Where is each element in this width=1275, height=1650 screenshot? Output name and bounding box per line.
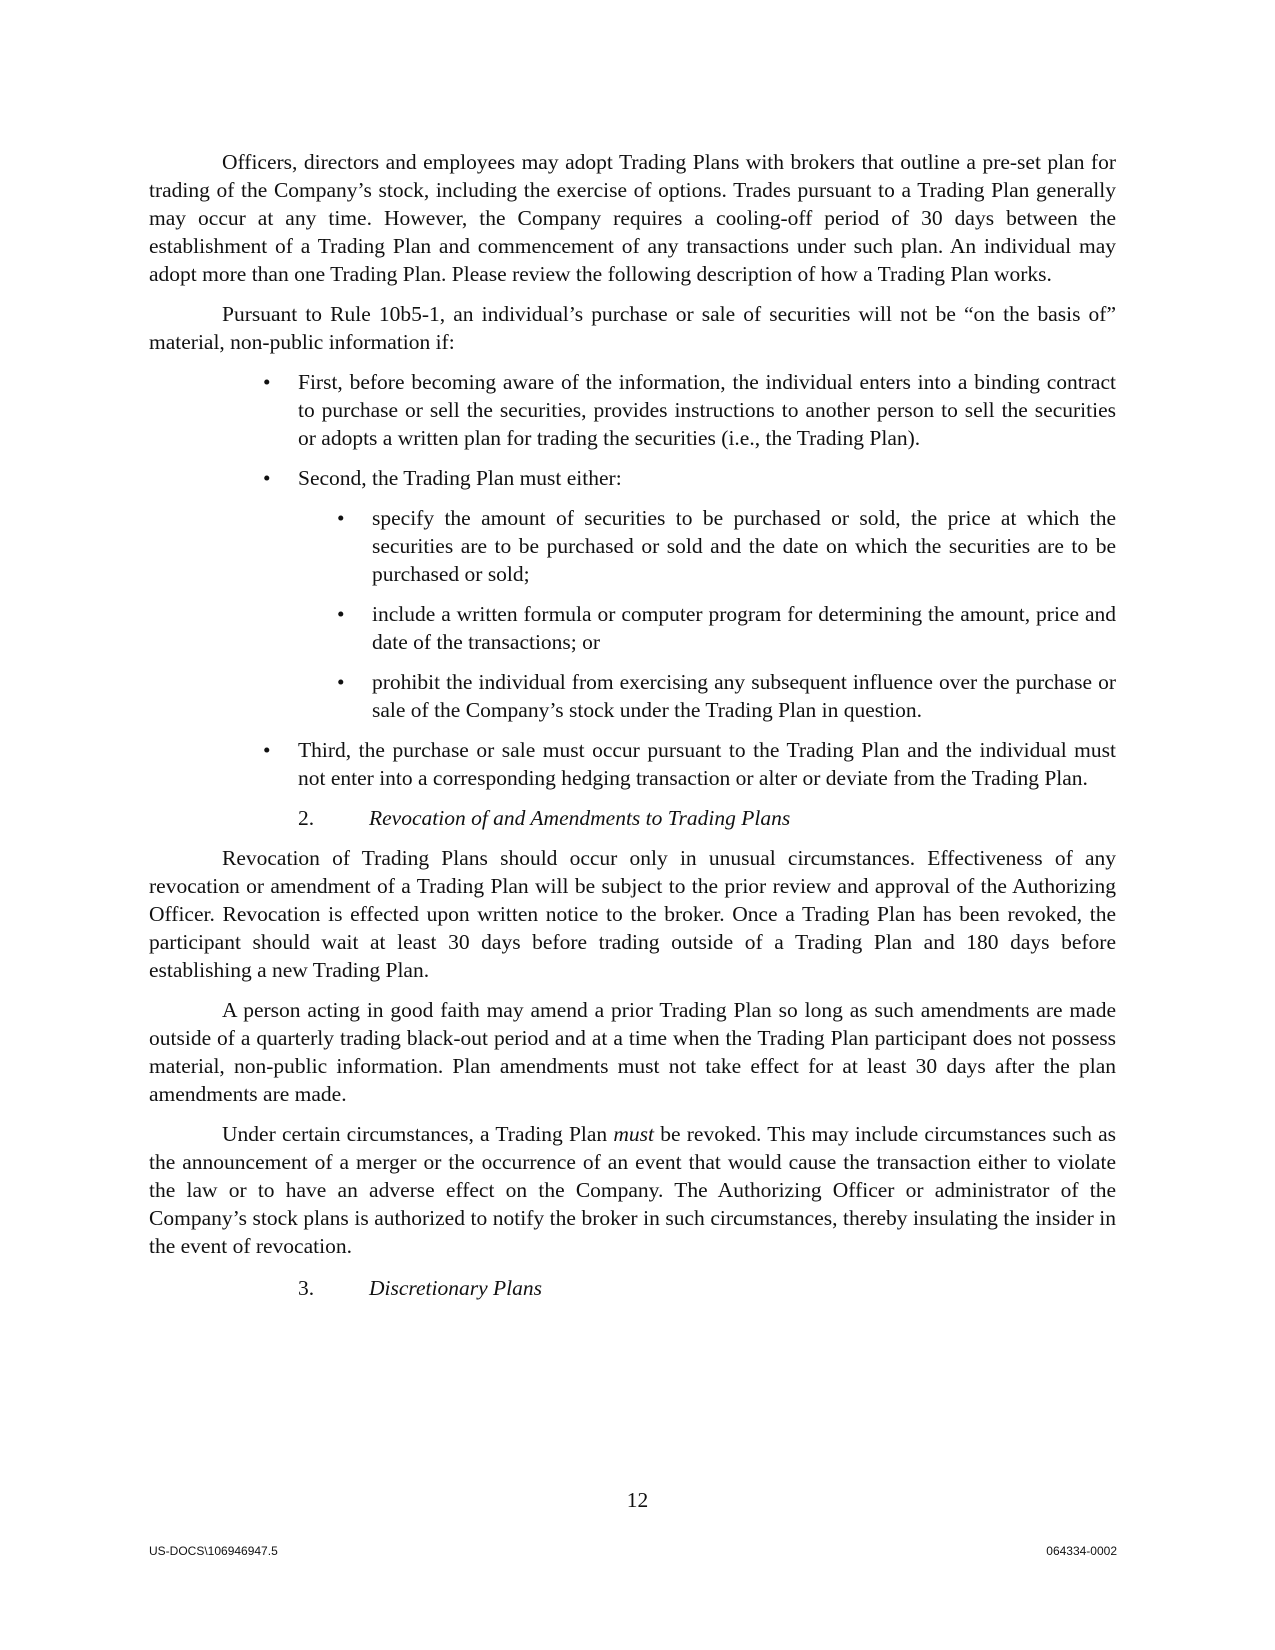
paragraph-must-revoke-part1: Under certain circumstances, a Trading Plan: [222, 1122, 614, 1146]
section-heading-discretionary: [149, 1274, 1116, 1302]
paragraph-amendments: A person acting in good faith may amend a prior Trading Plan so long as such amendments are made outside of a quarterly trading black-out period and at a time when the Trading Plan participant does not possess material, non-public information. Plan amendments must not take effect for at least 30 days after the plan amendments are made.: [149, 998, 1116, 1106]
sub-conditions-list: [298, 504, 1116, 724]
sub-list-item-specify: • specify the amount of securities to be purchased or sold, the price at which the securities are to be purchased or sold and the date on which the securities are to be purchased or sold;: [372, 504, 1116, 588]
section-number: 3.: [298, 1276, 315, 1300]
emphasis-must: must: [613, 1122, 655, 1146]
section-title: Revocation of and Amendments to Trading Plans: [369, 806, 791, 830]
sub-list-item-formula: • include a written formula or computer program for determining the amount, price and date of the transactions; or: [372, 600, 1116, 656]
paragraph-revocation: Revocation of Trading Plans should occur only in unusual circumstances. Effectiveness of any revocation or amendment of a Trading Plan will be subject to the prior review and approval of the Authorizing Officer. Revocation is effected upon written notice to the broker. Once a Trading Plan has been revoked, the participant should wait at least 30 days before trading outside of a Trading Plan and 180 days before establishing a new Trading Plan.: [149, 846, 1116, 982]
list-item-third: • Third, the purchase or sale must occur pursuant to the Trading Plan and the individual must not enter into a corresponding hedging transaction or alter or deviate from the Trading Plan.: [298, 736, 1116, 792]
conditions-list: [149, 368, 1116, 792]
page-number: 12: [626, 1488, 649, 1512]
section-number: 2.: [298, 806, 315, 830]
section-heading-revocation: [149, 804, 1116, 832]
list-item-second: [298, 464, 1116, 724]
paragraph-rule-10b5-1: Pursuant to Rule 10b5-1, an individual’s purchase or sale of securities will not be “on the basis of” material, non-public information if:: [149, 302, 1116, 354]
paragraph-must-revoke-part2: be revoked. This may include circumstances such as the announcement of a merger or the occurrence of an event that would cause the transaction either to violate the law or to have an adverse effect on the Company. The Authorizing Officer or administrator of the Company’s stock plans is authorized to notify the broker in such circumstances, thereby insulating the insider in the event of revocation.: [149, 1122, 1116, 1258]
document-id: US-DOCS\106946947.5: [149, 1544, 278, 1558]
paragraph-must-revoke: [149, 1120, 1116, 1260]
matter-number: 064334-0002: [1046, 1544, 1117, 1558]
list-item-first: • First, before becoming aware of the information, the individual enters into a binding contract to purchase or sell the securities, provides instructions to another person to sell the securities or adopts a written plan for trading the securities (i.e., the Trading Plan).: [298, 368, 1116, 452]
sub-list-item-prohibit: • prohibit the individual from exercising any subsequent influence over the purchase or sale of the Company’s stock under the Trading Plan in question.: [372, 668, 1116, 724]
list-item-second-text: Second, the Trading Plan must either:: [298, 466, 622, 490]
document-body: [149, 148, 1116, 1314]
paragraph-trading-plans-intro: Officers, directors and employees may adopt Trading Plans with brokers that outline a pre-set plan for trading of the Company’s stock, including the exercise of options. Trades pursuant to a Trading Plan generally may occur at any time. However, the Company requires a cooling-off period of 30 days between the establishment of a Trading Plan and commencement of any transactions under such plan. An individual may adopt more than one Trading Plan. Please review the following description of how a Trading Plan works.: [149, 150, 1116, 286]
section-title: Discretionary Plans: [369, 1276, 542, 1300]
